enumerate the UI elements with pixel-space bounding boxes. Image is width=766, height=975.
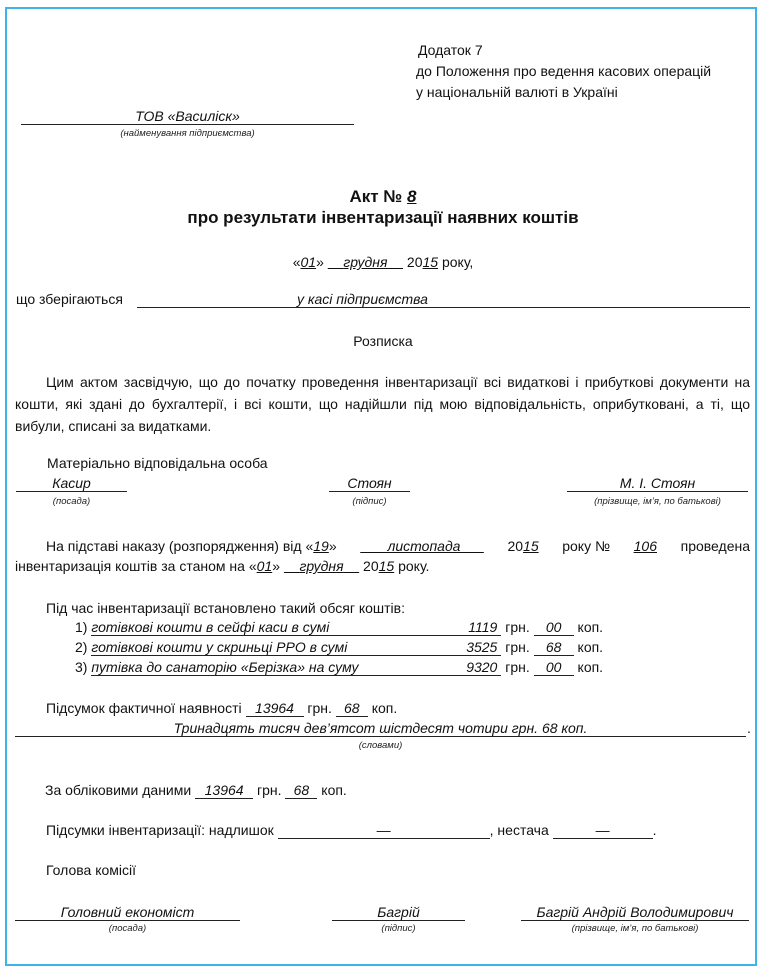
actual-total-kop: 68 (336, 700, 368, 717)
commission-signature: Багрій (332, 904, 465, 921)
responsible-full-name: М. І. Стоян (567, 475, 748, 492)
act-date: «01» грудня 2015 року, (292, 254, 474, 270)
accounting-data: За обліковими даними 13964 грн. 68 коп. (45, 782, 347, 798)
inventory-month: грудня (299, 558, 344, 574)
fund-item-kop: 00 (534, 659, 574, 676)
inventory-results: Підсумки інвентаризації: надлишок — , нестача — . (46, 822, 657, 838)
company-name: ТОВ «Василіск» (21, 108, 354, 125)
shortage-value: — (553, 822, 653, 839)
fund-item-desc: путівка до санаторію «Берізка» на суму (91, 659, 359, 675)
order-line-1: На підставі наказу (розпорядження) від «19» листопада 2015 року № 106 проведена (46, 538, 750, 554)
appendix-title: Додаток 7 (418, 42, 483, 58)
commission-label: Голова комісії (46, 862, 136, 878)
words-dot: . (747, 720, 751, 736)
commission-position-caption: (посада) (108, 923, 147, 934)
words-caption: (словами) (358, 740, 403, 751)
date-day: 01 (300, 254, 317, 270)
responsible-position-caption: (посада) (52, 496, 91, 507)
fund-item-desc: готівкові кошти в сейфі каси в сумі (91, 619, 330, 635)
accounting-kop: 68 (285, 782, 317, 799)
act-subtitle: про результати інвентаризації наявних коштів (187, 208, 579, 227)
responsible-full-name-caption: (прізвище, ім’я, по батькові) (594, 496, 721, 507)
order-month: листопада (387, 538, 461, 554)
actual-total-in-words: Тринадцять тисяч дев’ятсот шістдесят чотири грн. 68 коп. (15, 720, 746, 737)
actual-total: Підсумок фактичної наявності 13964 грн. 68 коп. (46, 700, 398, 716)
fund-item-3: 3) путівка до санаторію «Берізка» на суму 9320 грн. 00 коп. (75, 659, 604, 675)
appendix-line-3: у національній валюті в Україні (416, 84, 618, 100)
inventory-day: 01 (256, 558, 273, 574)
commission-signature-caption: (підпис) (381, 923, 416, 934)
date-year: 15 (422, 254, 439, 270)
company-caption: (найменування підприємства) (120, 128, 255, 139)
receipt-text: Цим актом засвідчую, що до початку проведення інвентаризації всі видаткові і прибуткові документи на кошти, які здані до бухгалтерії, і всі кошти, що надійшли під мою відповідальність, оприбутковані, а ті, що вибули, списані за видатками. (15, 374, 750, 434)
inventory-year: 15 (378, 558, 395, 574)
fund-item-desc: готівкові кошти у скриньці РРО в сумі (91, 639, 348, 655)
order-year: 15 (523, 538, 539, 554)
fund-item-2: 2) готівкові кошти у скриньці РРО в сумі 3525 грн. 68 коп. (75, 639, 604, 655)
appendix-line-2: до Положення про ведення касових операцій (416, 63, 712, 79)
responsible-signature-caption: (підпис) (352, 496, 387, 507)
fund-item-kop: 00 (534, 619, 574, 636)
fund-item-kop: 68 (534, 639, 574, 656)
funds-intro: Під час інвентаризації встановлено такий обсяг коштів: (46, 600, 405, 616)
fund-item-uah: 1119 (468, 619, 498, 635)
receipt-heading: Розписка (353, 333, 413, 349)
act-title (0, 187, 766, 207)
responsible-label: Матеріально відповідальна особа (47, 455, 268, 471)
surplus-value: — (278, 822, 490, 839)
responsible-signature: Стоян (329, 475, 410, 492)
actual-total-uah: 13964 (246, 700, 304, 717)
fund-item-uah: 3525 (466, 639, 498, 655)
responsible-position: Касир (16, 475, 127, 492)
order-day: 19 (313, 538, 329, 554)
commission-full-name-caption: (прізвище, ім’я, по батькові) (571, 923, 699, 934)
fund-item-uah: 9320 (466, 659, 498, 675)
date-month: грудня (343, 254, 388, 270)
commission-full-name: Багрій Андрій Володимирович (521, 904, 749, 921)
act-number: 8 (407, 187, 417, 206)
accounting-uah: 13964 (195, 782, 253, 799)
commission-position: Головний економіст (15, 904, 240, 921)
storage-label: що зберігаються (16, 291, 123, 307)
fund-item-1: 1) готівкові кошти в сейфі каси в сумі 1119 грн. 00 коп. (75, 619, 604, 635)
order-number: 106 (633, 538, 657, 554)
act-prefix: Акт № (349, 187, 403, 206)
order-line-2: інвентаризація коштів за станом на «01» грудня 2015 року. (15, 558, 430, 574)
storage-value: у касі підприємства (137, 291, 750, 308)
